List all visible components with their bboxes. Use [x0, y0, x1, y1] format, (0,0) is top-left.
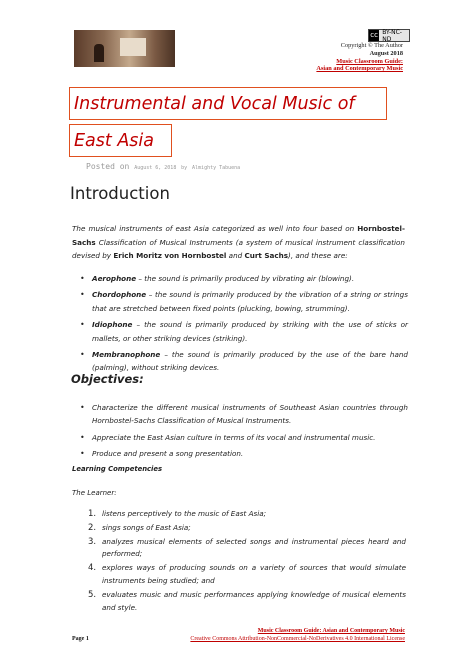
list-item — [88, 536, 406, 562]
introduction-paragraph — [72, 222, 405, 263]
class-desc: – the sound is primarily produced by vibrating air (blowing). — [136, 274, 355, 283]
header-info — [316, 42, 403, 73]
footer-license-link[interactable]: Creative Commons Attribution-NonCommercial-NoDerivatives 4.0 International License — [190, 636, 405, 642]
learner-label: The Learner: — [72, 489, 117, 497]
cc-icon: cc — [370, 31, 378, 39]
page-number: Page 1 — [72, 636, 89, 642]
item-number: 3. — [88, 536, 97, 547]
intro-text-c: Classification of Musical Instruments (a system of musical instrument classification devised by — [72, 237, 405, 260]
item-text: evaluates music and music performances applying knowledge of musical elements and style. — [102, 589, 406, 612]
intro-text-d: Erich Moritz von Hornbostel — [113, 251, 227, 260]
title-line-2: East Asia — [69, 124, 172, 157]
cc-license-badge[interactable] — [368, 29, 410, 42]
title-line-1: Instrumental and Vocal Music of — [69, 87, 387, 120]
guide-link-line2[interactable]: Asian and Contemporary Music — [316, 65, 403, 73]
copyright-text: Copyright © The Author — [340, 42, 403, 49]
header-date: August 2018 — [369, 49, 403, 57]
cc-badge-text: BY-NC-ND — [382, 28, 402, 43]
list-item: • Characterize the different musical instruments of Southeast Asian countries through Hornbostel-Sachs Classification of Musical Instruments. — [72, 401, 408, 428]
item-text: analyzes musical elements of selected songs and instrumental pieces heard and performed; — [102, 536, 406, 559]
instrument-class-list — [72, 272, 408, 378]
list-item — [88, 562, 406, 588]
class-desc: – the sound is primarily produced by striking with the use of sticks or mallets, or other striking devices (striking). — [92, 320, 408, 343]
photo-window — [120, 38, 146, 56]
intro-text-e: and — [226, 251, 245, 260]
posted-date: August 6, 2018 — [134, 165, 177, 171]
list-item: • Appreciate the East Asian culture in terms of its vocal and instrumental music. — [72, 431, 408, 444]
class-term: Membranophone — [92, 350, 161, 360]
list-item — [88, 508, 406, 521]
learning-competencies-heading: Learning Competencies — [72, 465, 163, 473]
item-number: 5. — [88, 589, 97, 600]
posted-label: Posted on — [86, 162, 130, 171]
list-item — [72, 318, 408, 345]
list-item — [72, 272, 408, 285]
item-number: 4. — [88, 563, 97, 574]
intro-text-a: The musical instruments of east Asia categorized as well into four based on — [72, 224, 358, 233]
item-text: explores ways of producing sounds on a variety of sources that would simulate instruments being studied; and — [102, 563, 406, 585]
item-text: listens perceptively to the music of East Asia; — [102, 509, 267, 518]
class-desc: – the sound is primarily produced by the use of the bare hand (palming), without striking devices. — [92, 350, 408, 373]
competencies-list — [88, 508, 406, 615]
class-desc: – the sound is primarily produced by the vibration of a string or strings that are stretched between fixed points (plucking, bowing, strumming). — [92, 290, 408, 313]
list-item — [72, 288, 408, 315]
introduction-heading: Introduction — [70, 184, 170, 203]
class-term: Idiophone — [92, 320, 133, 330]
list-item — [72, 348, 408, 375]
guide-link-line1[interactable]: Music Classroom Guide: — [336, 57, 403, 65]
item-number: 2. — [88, 522, 97, 533]
item-text: sings songs of East Asia; — [102, 522, 191, 532]
intro-text-g: ), and these are: — [288, 251, 348, 260]
intro-text-b: Hornbostel-Sachs — [72, 224, 405, 247]
posted-by: by — [181, 165, 188, 171]
class-term: Chordophone — [92, 290, 147, 300]
posted-meta — [86, 162, 240, 171]
class-term: Aerophone — [92, 274, 137, 283]
posted-author[interactable]: Almighty Tabuena — [192, 165, 241, 171]
list-item: • Produce and present a song presentation. — [72, 447, 408, 460]
intro-text-f: Curt Sachs — [244, 251, 289, 260]
list-item — [88, 589, 406, 615]
list-item — [88, 522, 406, 535]
objectives-heading: Objectives: — [71, 372, 144, 386]
photo-figure — [94, 44, 104, 62]
item-number: 1. — [88, 509, 97, 519]
footer-guide-link[interactable]: Music Classroom Guide: Asian and Contemporary Music — [257, 628, 405, 634]
objectives-list — [72, 401, 408, 464]
header-photo — [74, 30, 175, 67]
